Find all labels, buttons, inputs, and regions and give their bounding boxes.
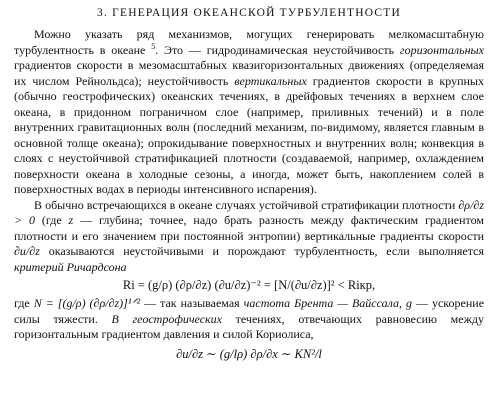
p3-text-5: течениях, отвечающих равновесию между горизонтальным градиентом давления и силой Кориолиса, [14, 311, 485, 341]
p1-text-3: градиентов скорости в мезомасштабных квазигоризонтальных движениях (определяемая их числом Рейнольдса); неустойчивость [14, 58, 484, 88]
p3-text-2: — так называемая [140, 296, 244, 310]
p3-text-3: , [399, 296, 407, 310]
p1-italic-horizontal: горизонтальных [399, 42, 484, 57]
p1-italic-vertical: вертикальных [234, 73, 307, 88]
p3-text-1: где [14, 296, 34, 310]
section-heading: 3. ГЕНЕРАЦИЯ ОКЕАНСКОЙ ТУРБУЛЕНТНОСТИ [97, 7, 401, 19]
p1-text-1: Можно указать ряд механизмов, могущих генерировать мелкомасштабную турбулентность в океане [14, 27, 484, 57]
p3-math-n: N = [(g/ρ) (∂ρ/∂z)]¹ᐟ² [33, 296, 141, 310]
p2-italic-richardson: критерий Ричардсона [14, 259, 127, 274]
p2-text-4: оказываются неустойчивыми и порождают турбулентность, если выполняется [39, 244, 484, 258]
p1-text-4: градиентов скорости в крупных (обычно геострофических) океанских течениях, в дрейфовых течениях в верхнем слое океана, в придонном пограничном слое (например, приливных течений) и в поле внутренних гравитационных волн (последний механизм, по-видимому, является главным в основной толще океана); опрокидывание поверхностных и внутренних волн; конвекция в слоях с неустойчивой стратификацией плотности (создаваемой, например, охлаждением поверхности океана в холодные сезоны, а иногда, может быть, накоплением солей в поверхностных водах в периоды интенсивного испарения). [14, 73, 484, 196]
geostrophic-formula [14, 346, 484, 363]
paragraph-mechanisms [14, 27, 484, 198]
p2-text-2: (где [35, 213, 69, 227]
p2-math-z: z [68, 213, 74, 227]
footnote-ref: 5 [151, 41, 156, 51]
p3-math-g: g [406, 296, 413, 310]
p3-italic-geostrophic: В геострофических [111, 311, 222, 326]
geostrophic-formula-text: ∂u/∂z ∼ (g/lρ) ∂ρ/∂x ∼ KN²/l [176, 346, 322, 361]
p2-text-1: В обычно встречающихся в океане случаях устойчивой стратификации плотности [34, 197, 459, 212]
p3-italic-frequency: частота Брента — Вайссала [243, 296, 400, 310]
paragraph-stratification [14, 198, 484, 276]
p2-text-3: — глубина; точнее, надо брать разность между фактическим градиентом плотности и его значением при постоянной энтропии) вертикальные градиенты скорости [14, 213, 484, 243]
p2-math-velocity-gradient: ∂u/∂z [14, 244, 40, 258]
p2-math-density-gradient: ∂ρ/∂z > 0 [14, 197, 484, 227]
richardson-formula: Ri = (g/ρ) (∂ρ/∂z) (∂u/∂z)⁻² = [N/(∂u/∂z)]² < Riкр, [122, 278, 376, 292]
paragraph-brunt-vaisala [14, 296, 484, 343]
p1-text-2: . Это — гидродинамическая неустойчивость [155, 42, 400, 57]
p3-text-4: — ускорение силы тяжести. [14, 296, 485, 326]
